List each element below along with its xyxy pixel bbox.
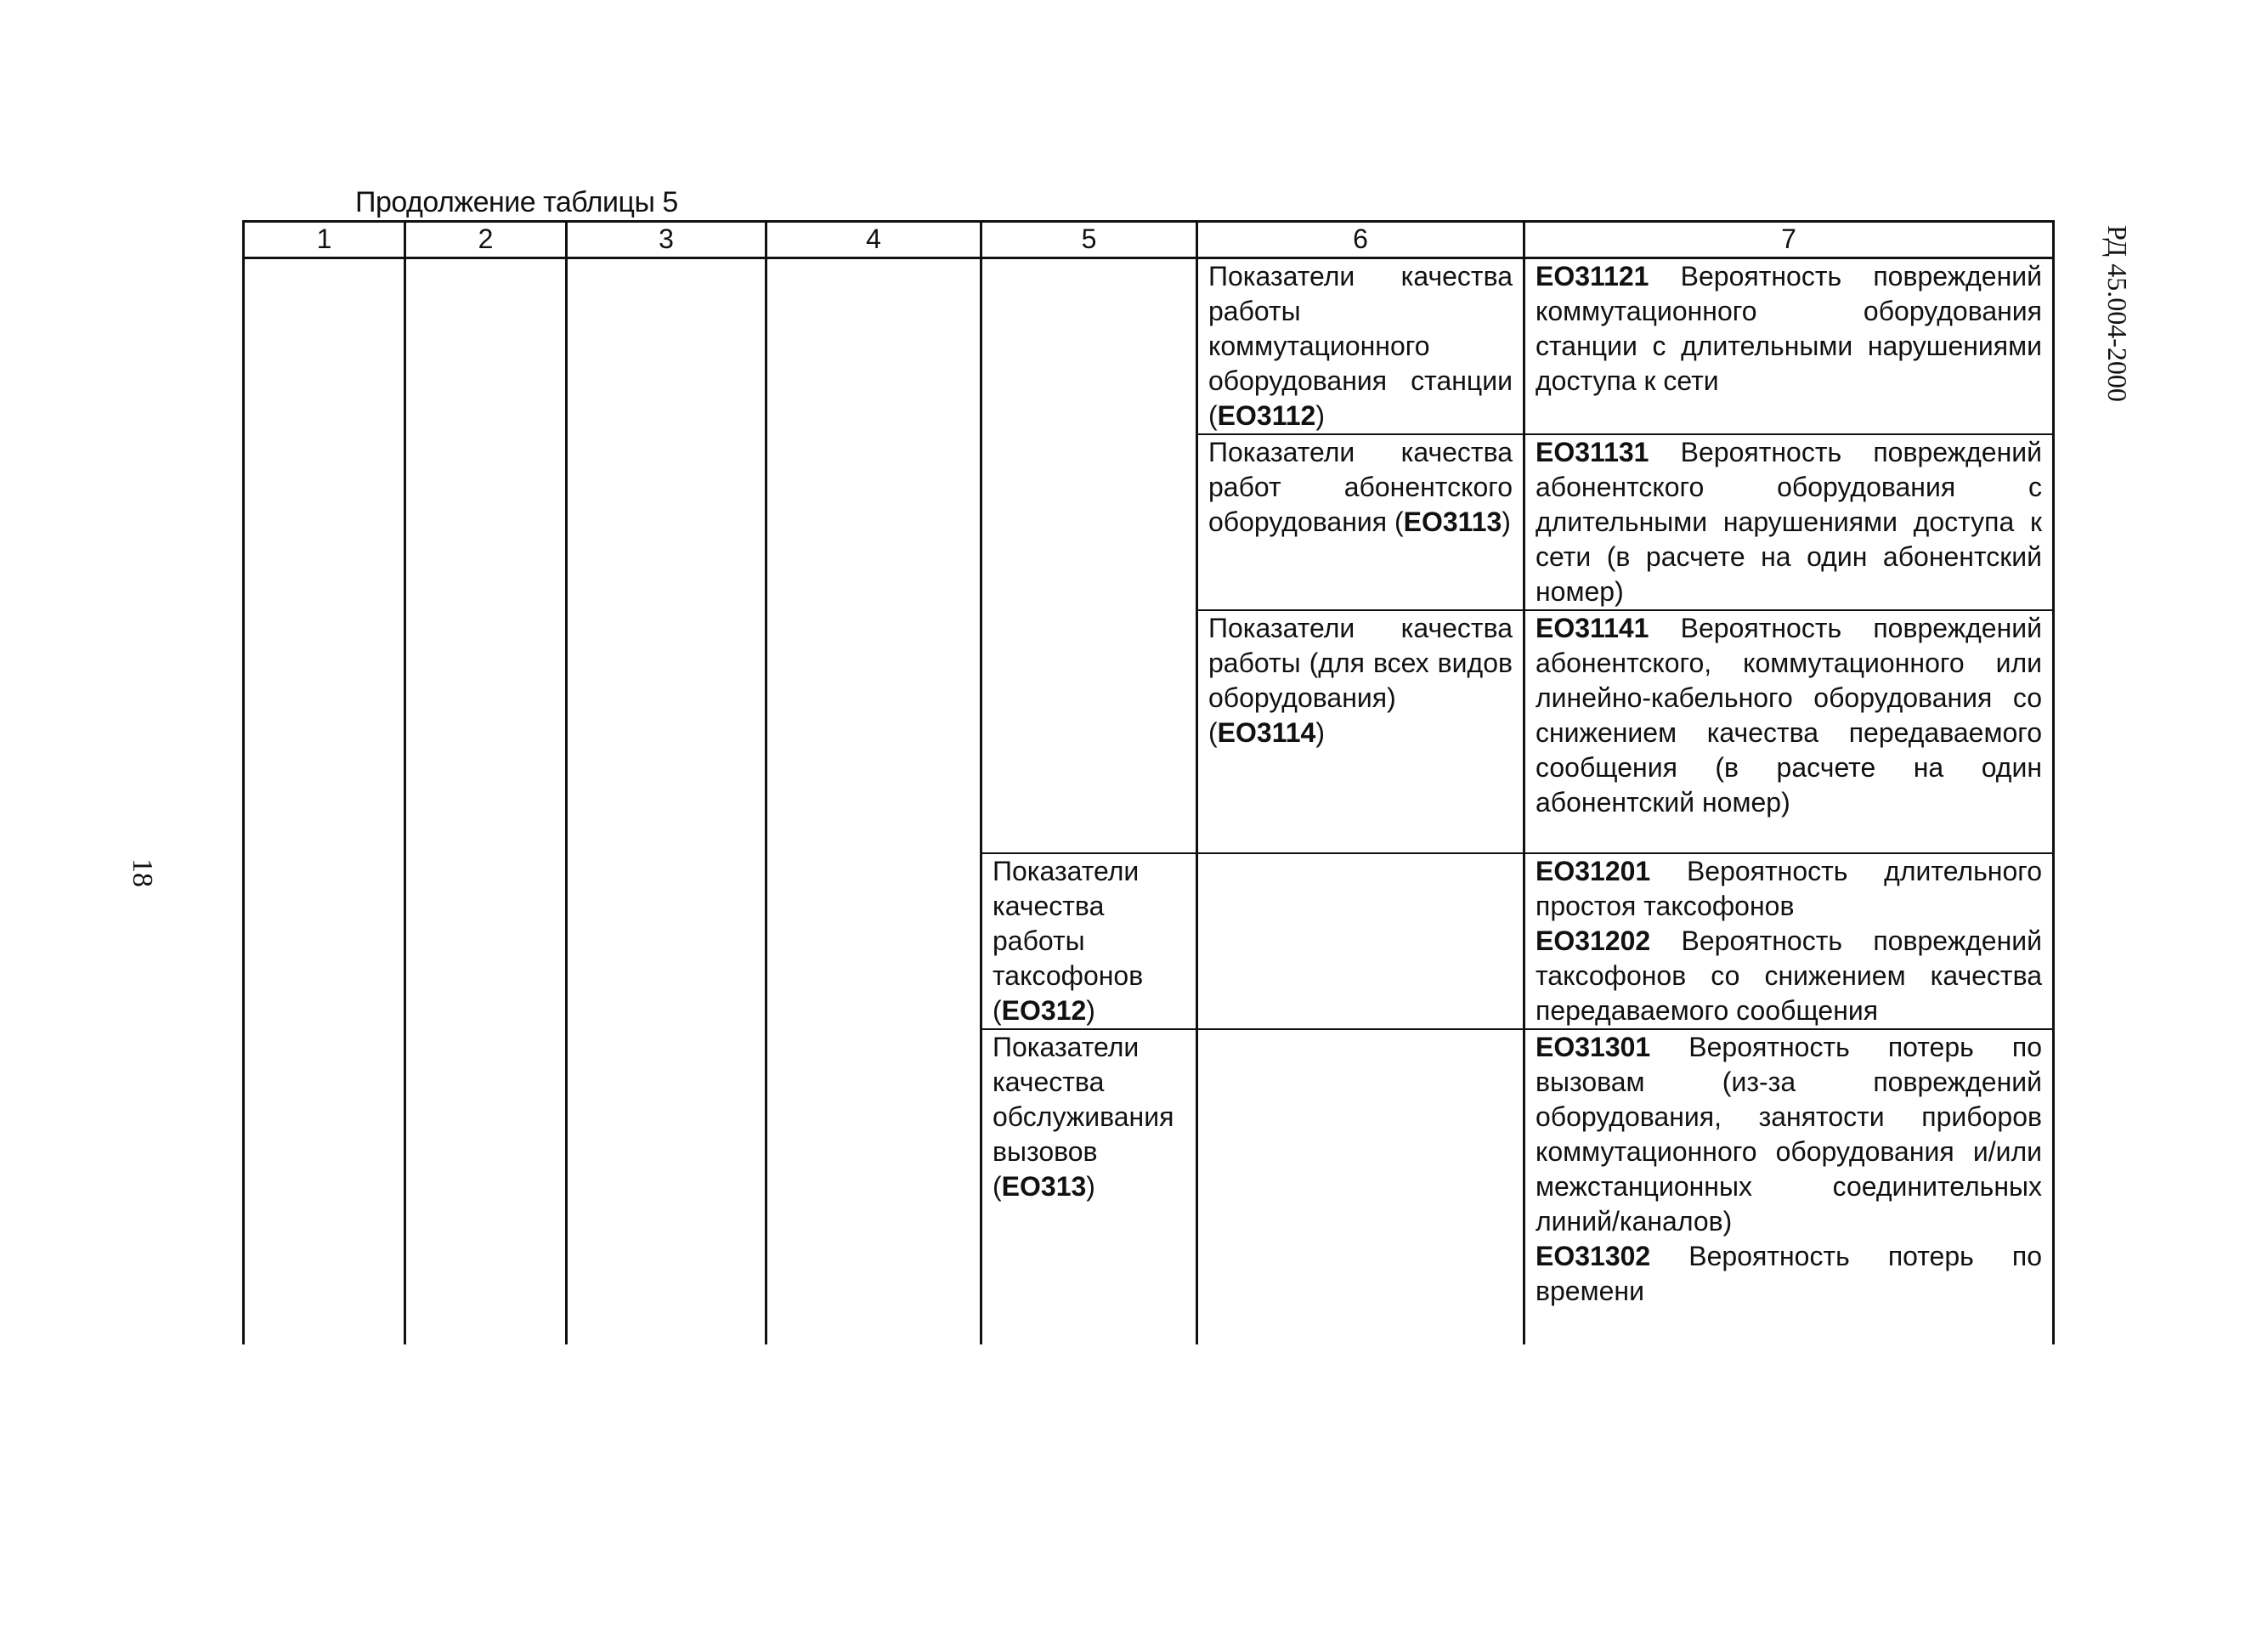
column-header-5: 5: [981, 222, 1197, 258]
column-header-3: 3: [567, 222, 766, 258]
cell-col3: [567, 258, 766, 1345]
cell-col5-empty: [981, 258, 1197, 854]
document-code: РД 45.004-2000: [2102, 225, 2133, 402]
cell-col4: [766, 258, 981, 1345]
table-row: [244, 258, 2054, 435]
indicator-cell: ЕО31201 Вероятность длительного простоя таксофонов ЕО31202 Вероятность повреждений таксофонов со снижением качества передаваемого сообщения: [1524, 853, 2054, 1029]
indicator-cell: ЕО31141 Вероятность повреждений абонентского, коммутационного или линейно-кабельного оборудования со снижением качества передаваемого сообщения (в расчете на один абонентский номер): [1524, 610, 2054, 853]
column-header-1: 1: [244, 222, 405, 258]
indicator-cell: ЕО31301 Вероятность потерь по вызовам (из-за повреждений оборудования, занятости приборов коммутационного оборудования и/или межстанционных соединительных линий/каналов) ЕО31302 Вероятность потерь по времени: [1524, 1029, 2054, 1344]
indicator-group-cell: Показатели качества работы таксофонов (ЕО312): [981, 853, 1197, 1029]
column-header-7: 7: [1524, 222, 2054, 258]
cell-col1: [244, 258, 405, 1345]
column-header-6: 6: [1197, 222, 1524, 258]
header-row: [244, 222, 2054, 258]
indicator-group-cell: Показатели качества обслуживания вызовов (ЕО313): [981, 1029, 1197, 1344]
cell-col2: [405, 258, 567, 1345]
indicator-group-cell: Показатели качества работы (для всех видов оборудования) (ЕО3114): [1197, 610, 1524, 853]
indicator-group-cell: Показатели качества работы коммутационного оборудования станции (ЕО3112): [1197, 258, 1524, 435]
indicator-group-cell: Показатели качества работ абонентского оборудования (ЕО3113): [1197, 434, 1524, 610]
cell-col6-empty: [1197, 1029, 1524, 1344]
table-caption: Продолжение таблицы 5: [355, 186, 678, 218]
indicator-cell: ЕО31121 Вероятность повреждений коммутационного оборудования станции с длительными нарушениями доступа к сети: [1524, 258, 2054, 435]
page-number: 18: [127, 858, 158, 887]
indicator-cell: ЕО31131 Вероятность повреждений абонентского оборудования с длительными нарушениями доступа к сети (в расчете на один абонентский номер): [1524, 434, 2054, 610]
column-header-2: 2: [405, 222, 567, 258]
cell-col6-empty: [1197, 853, 1524, 1029]
data-table: [242, 220, 2055, 1344]
column-header-4: 4: [766, 222, 981, 258]
